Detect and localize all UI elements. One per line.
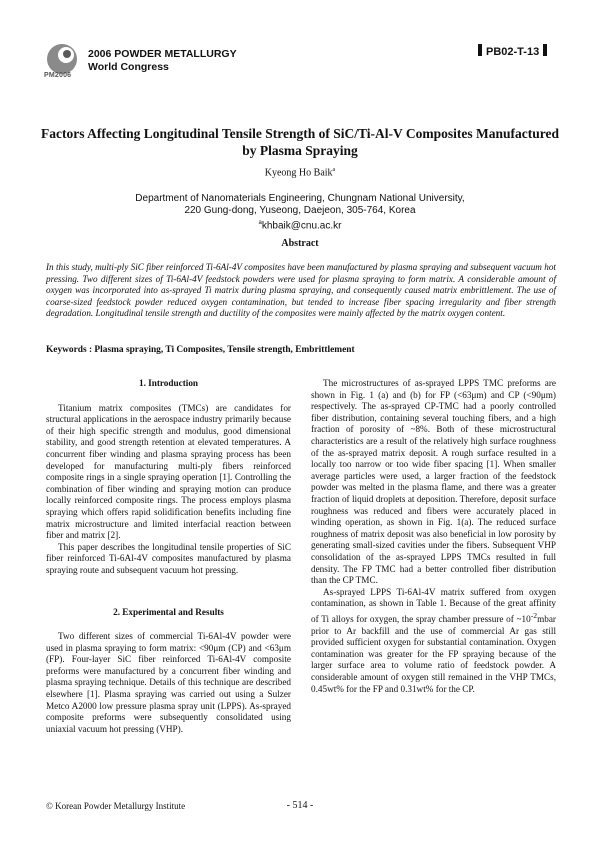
code-bar-right (543, 44, 547, 56)
congress-title (88, 48, 237, 74)
intro-paragraph-2: This paper describes the longitudinal tensile properties of SiC fiber reinforced Ti-6Al-4V composites manufactured by plasma spraying route and subsequent vacuum hot pressing. (46, 541, 291, 575)
page-number: - 514 - (286, 800, 314, 811)
results-paragraph-2-part-b: mbar prior to Ar backfill and the use of commercial Ar gas still provided sufficient oxygen for substantial contamination. Oxygen contamination was greater for the FP spraying because of the larger surface area to volume ratio of feedstock powder. A considerable amount of oxygen still remained in the VHP TMCs, 0.45wt% for the FP and 0.31wt% for the CP. (311, 613, 556, 694)
right-column (311, 378, 556, 695)
paper-code-text: PB02-T-13 (486, 46, 540, 58)
email-text: khbaik@cnu.ac.kr (261, 220, 342, 232)
left-column (46, 378, 291, 735)
paper-title: Factors Affecting Longitudinal Tensile Strength of SiC/Ti-Al-V Composites Manufactured by Plasma Spraying (40, 126, 560, 158)
results-paragraph-1: The microstructures of as-sprayed LPPS TMC preforms are shown in Fig. 1 (a) and (b) for FP (<63μm) and CP (<90μm) respectively. The as-sprayed CP-TMC had a poorly controlled fiber distribution, containing several touching fibers, and a high fraction of porosity of ~8%. Both of these microstructural characteristics are a result of the relatively high surface roughness of the as-sprayed matrix deposit. A rough surface resulted in a locally too narrow or too wide fiber spacing [1]. When smaller average particles were used, a larger fraction of the feedstock powder was melted in the plasma flame, and there was a greater fraction of liquid droplets at deposition. Therefore, deposit surface roughness was reduced and fibers were accurately placed in winding operation, as shown in Fig. 1(a). The reduced surface roughness of matrix deposit was also beneficial in low porosity by generating small-sized cavities under the fibers. Subsequent VHP consolidation of the as-sprayed LPPS TMCs resulted in full density. The FP TMC had a better controlled fiber distribution than the CP TMC. (311, 378, 556, 586)
affiliation-line1: Department of Nanomaterials Engineering, Chungnam National University, (135, 193, 465, 204)
section-heading-introduction: 1. Introduction (138, 378, 199, 388)
copyright-notice: © Korean Powder Metallurgy Institute (46, 801, 186, 811)
author-mark: a (332, 167, 336, 173)
author-email (60, 217, 540, 232)
paper-code (478, 44, 547, 58)
section-gap (46, 577, 291, 607)
abstract-text: In this study, multi-ply SiC fiber reinforced Ti-6Al-4V composites have been manufactured by plasma spraying and subsequent vacuum hot pressing. Two different sizes of Ti-6Al-4V feedstock powders were used for plasma spraying to form matrix. A considerable amount of oxygen was incorporated into as-sprayed Ti matrix during plasma spraying, and consequently caused matrix embrittlement. The use of coarse-sized feedstock powder reduced oxygen contamination, but tended to increase fiber spacing irregularity and fiber strength degradation. Longitudinal tensile strength and ductility of the composites were mainly affected by the matrix oxygen content. (46, 262, 556, 319)
keywords: Keywords : Plasma spraying, Ti Composites, Tensile strength, Embrittlement (46, 345, 355, 355)
affiliation-line2: 220 Gung-dong, Yuseong, Daejeon, 305-764, Korea (184, 205, 416, 216)
section-heading-experimental: 2. Experimental and Results (113, 606, 224, 617)
abstract-heading: Abstract (281, 238, 319, 249)
email-mark: a (258, 220, 262, 226)
congress-logo-icon (46, 43, 78, 75)
intro-paragraph-1: Titanium matrix composites (TMCs) are candidates for structural applications in the aerospace industry primarily because of their high specific strength and modulus, good dimensional stability, and good strength retention at elevated temperatures. A concurrent fiber winding and plasma spraying process has been developed for manufacturing multi-ply fibers reinforced composite rings in a single spraying operation [1]. Controlling the combination of fiber winding and spraying motion can produce locally reinforced composite rings. The process employs plasma spraying which offers rapid solidification benefits including fine matrix microstructure and limited interfacial reaction between fiber and matrix [2]. (46, 402, 291, 541)
results-paragraph-2 (311, 587, 556, 695)
logo-text: PM2006 (44, 72, 72, 79)
congress-title-line1: 2006 POWDER METALLURGY (88, 48, 237, 60)
affiliation (60, 193, 540, 232)
experimental-paragraph-1: Two different sizes of commercial Ti-6Al-4V powder were used in plasma spraying to form matrix: <90μm (CP) and <63μm (FP). Four-layer SiC fiber reinforced Ti-6Al-4V composite preforms were manufactured by a concurrent fiber winding and plasma spraying technique. Details of this technique are described elsewhere [1]. Plasma spraying was carried out using a Sulzer Metco A2000 low pressure plasma spray unit (LPPS). As-sprayed composite preforms were subsequently consolidated using uniaxial vacuum hot pressing (VHP). (46, 631, 291, 734)
author (0, 167, 600, 178)
congress-title-line2: World Congress (88, 61, 169, 73)
pressure-exponent: -2 (530, 610, 538, 620)
results-paragraph-2-part-a: As-sprayed LPPS Ti-6Al-4V matrix suffered from oxygen contamination, as shown in Table 1. Because of the great affinity of Ti alloys for oxygen, the spray chamber pressure of ~10 (311, 586, 556, 624)
author-name: Kyeong Ho Baik (264, 167, 333, 179)
